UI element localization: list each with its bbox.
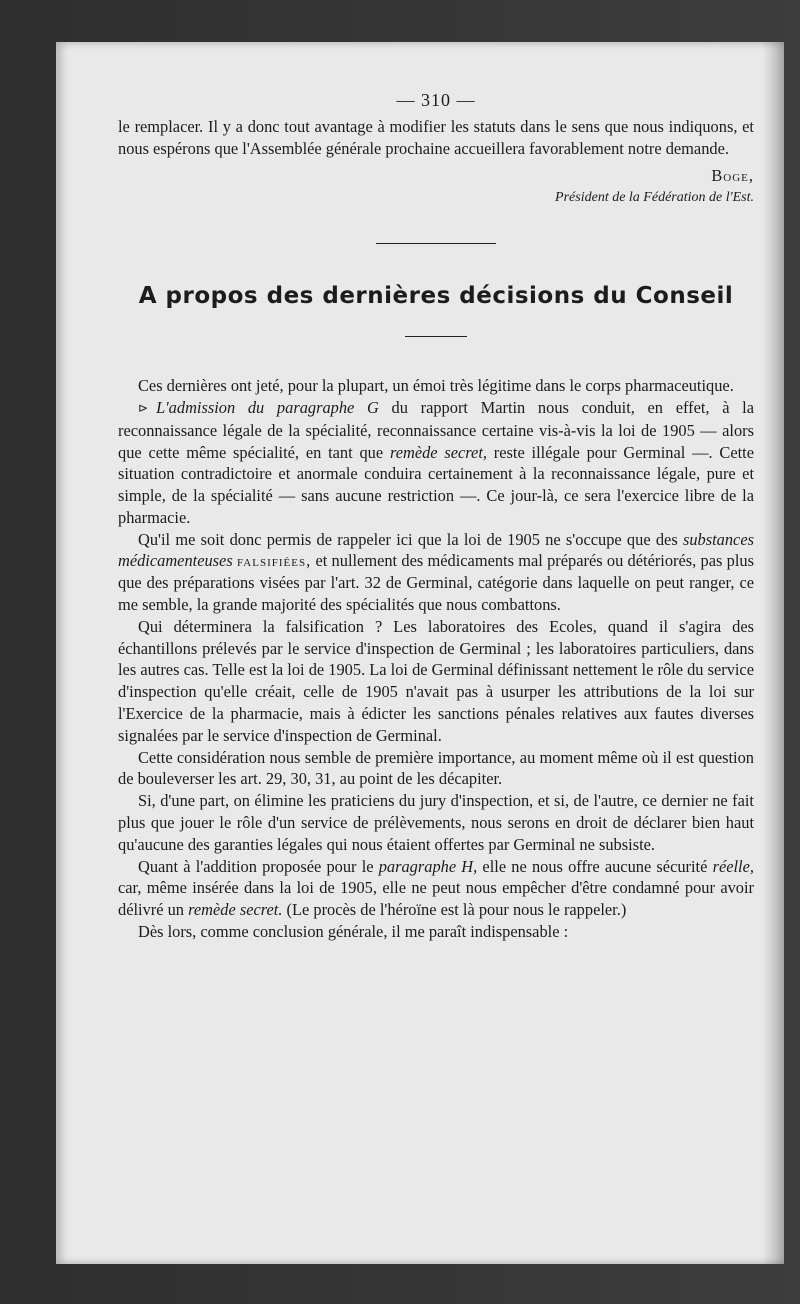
- p2-text-1: du rapport Martin nous conduit, en effet, à la reconnaissance légale de la spécialité, reconnaissance certaine vis-à-vis la loi de 1905 — alors que cette même spécialité, en tant que: [118, 397, 754, 462]
- paragraph-6: Si, d'une part, on élimine les praticiens du jury d'inspection, et si, de l'autre, ce dernier ne fait plus que jouer le rôle d'un service de prélèvements, nous serons en droit de déclarer bien haut qu'aucune des garanties légales qui nous étaient offertes par Germinal ne subsiste.: [118, 791, 754, 854]
- p2-text-2: reste illégale pour Germinal —. Cette situation contradictoire et anormale conduira certainement à la reconnaissance légale, pure et simple, de la spécialité — sans aucune restriction —. Ce jour-là, ce sera l'exercice libre de la pharmacie.: [118, 442, 754, 527]
- p2-emphasis-1: L'admission du paragraphe G: [156, 397, 379, 417]
- p7-text-2: elle ne nous offre aucune sécurité: [477, 856, 713, 876]
- p7-emphasis-2: réelle,: [712, 856, 754, 876]
- p2-emphasis-2: remède secret,: [389, 442, 487, 462]
- paragraph-4: Qui déterminera la falsification ? Les laboratoires des Ecoles, quand il s'agira des échantillons prélevés par le service d'inspection de Germinal ; les laboratoires particuliers, dans les autres cas. Telle est la loi de 1905. La loi de Germinal définissant nettement le rôle du service d'inspection qu'elle créait, celle de 1905 n'avait pas à usurper les attributions de la loi sur l'Exercice de la pharmacie, mais à édicter les sanctions pénales relatives aux fautes diverses signalées par le service d'inspection de Germinal.: [118, 616, 754, 745]
- page-content: [118, 90, 754, 943]
- section-divider: [376, 243, 496, 244]
- paragraph-8: Dès lors, comme conclusion générale, il me paraît indispensable :: [138, 922, 569, 942]
- p7-text-4: (Le procès de l'héroïne est là pour nous le rappeler.): [282, 900, 627, 920]
- p3-text-1: Qu'il me soit donc permis de rappeler ici que la loi de 1905 ne s'occupe que des: [138, 529, 683, 549]
- page-number: — 310 —: [396, 90, 476, 110]
- article-heading: A propos des dernières décisions du Conseil: [138, 282, 734, 309]
- p3-smallcaps: falsifiées,: [236, 551, 312, 571]
- p3-emphasis: substances médicamenteuses: [118, 529, 754, 571]
- margin-marker-icon: ⊳: [138, 400, 149, 415]
- intro-paragraph: le remplacer. Il y a donc tout avantage à modifier les statuts dans le sens que nous indiquons, et nous espérons que l'Assemblée générale prochaine accueillera favorablement notre demande.: [118, 116, 754, 158]
- signature-name: Boge,: [711, 166, 754, 186]
- paragraph-2: [118, 397, 754, 529]
- page-edge-shadow: [762, 42, 784, 1264]
- paragraph-1: Ces dernières ont jeté, pour la plupart, un émoi très légitime dans le corps pharmaceutique.: [138, 375, 734, 395]
- p3-text-2: et nullement des médicaments mal préparés ou détériorés, pas plus que des préparations visées par l'art. 32 de Germinal, catégorie dans laquelle on peut ranger, ce me semble, la grande majorité des spécialités que nous combattons.: [118, 551, 754, 615]
- p7-emphasis-3: remède secret.: [188, 900, 283, 920]
- heading-underline: [405, 336, 467, 337]
- paragraph-3: [118, 529, 754, 616]
- signature-block: [118, 165, 754, 209]
- paragraph-7: [118, 856, 754, 921]
- paragraph-5: Cette considération nous semble de première importance, au moment même où il est question de bouleverser les art. 29, 30, 31, au point de les décapiter.: [118, 747, 754, 789]
- p7-emphasis-1: paragraphe H,: [378, 856, 478, 876]
- signature-title: Président de la Fédération de l'Est.: [555, 190, 754, 206]
- p7-text-3: car, même insérée dans la loi de 1905, elle ne peut nous empêcher d'être condamné pour avoir délivré un: [118, 878, 754, 920]
- p7-text-1: Quant à l'addition proposée pour le: [138, 856, 379, 876]
